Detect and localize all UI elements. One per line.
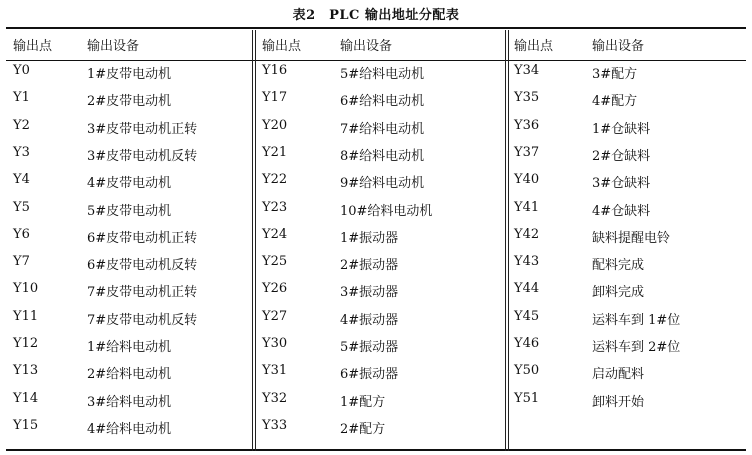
- output-point-cell: Y24: [262, 226, 288, 242]
- output-device-cell: 1#配方: [340, 394, 386, 410]
- output-point-cell: Y25: [262, 254, 288, 270]
- output-point-cell: Y23: [262, 199, 288, 215]
- output-device-cell: 8#给料电动机: [340, 148, 425, 164]
- output-point-cell: Y51: [514, 390, 540, 406]
- output-point-cell: Y17: [262, 90, 288, 106]
- output-device-cell: 6#给料电动机: [340, 94, 425, 110]
- output-point-cell: Y5: [13, 199, 30, 215]
- output-point-cell: Y36: [514, 117, 540, 133]
- output-point-cell: Y46: [514, 336, 540, 351]
- table-group-1: [6, 27, 252, 451]
- output-device-cell: 3#配方: [592, 67, 638, 82]
- output-point-cell: Y31: [262, 363, 288, 379]
- output-device-cell: 3#皮带电动机反转: [87, 148, 198, 164]
- output-device-cell: 卸料完成: [592, 285, 645, 301]
- output-device-cell: 2#配方: [340, 421, 386, 437]
- output-point-cell: Y26: [262, 281, 288, 297]
- group-divider: [505, 30, 506, 451]
- output-device-cell: 6#皮带电动机正转: [87, 230, 198, 246]
- output-point-cell: Y12: [13, 336, 39, 351]
- group-divider: [252, 30, 253, 451]
- output-device-cell: 2#皮带电动机: [87, 94, 172, 110]
- output-device-cell: 5#振动器: [340, 340, 399, 355]
- output-point-cell: Y37: [514, 144, 540, 160]
- output-device-cell: 6#振动器: [340, 367, 399, 383]
- output-point-cell: Y11: [13, 308, 39, 324]
- output-device-cell: 3#仓缺料: [592, 176, 651, 192]
- output-device-cell: 1#仓缺料: [592, 121, 651, 137]
- output-device-cell: 4#振动器: [340, 312, 399, 328]
- output-point-cell: Y21: [262, 144, 288, 160]
- output-point-cell: Y50: [514, 363, 540, 379]
- output-device-cell: 5#给料电动机: [340, 67, 425, 82]
- output-device-cell: 2#振动器: [340, 258, 399, 274]
- header-device: 输出设备: [592, 39, 645, 54]
- output-device-cell: 7#给料电动机: [340, 121, 425, 137]
- output-device-cell: 9#给料电动机: [340, 176, 425, 192]
- output-device-cell: 缺料提醒电铃: [592, 230, 671, 246]
- output-point-cell: Y27: [262, 308, 288, 324]
- output-point-cell: Y22: [262, 172, 288, 188]
- output-point-cell: Y2: [13, 117, 30, 133]
- table-group-2: [256, 27, 505, 451]
- output-device-cell: 2#给料电动机: [87, 367, 172, 383]
- output-point-cell: Y44: [514, 281, 540, 297]
- output-device-cell: 运料车到 2#位: [592, 340, 681, 355]
- header-device: 输出设备: [87, 39, 140, 54]
- output-device-cell: 4#给料电动机: [87, 421, 172, 437]
- output-device-cell: 启动配料: [592, 367, 645, 383]
- output-point-cell: Y30: [262, 336, 288, 351]
- output-device-cell: 5#皮带电动机: [87, 203, 172, 219]
- output-device-cell: 6#皮带电动机反转: [87, 258, 198, 274]
- header-point: 输出点: [262, 39, 302, 54]
- output-device-cell: 3#给料电动机: [87, 394, 172, 410]
- header-device: 输出设备: [340, 39, 393, 54]
- output-point-cell: Y4: [13, 172, 30, 188]
- output-device-cell: 4#皮带电动机: [87, 176, 172, 192]
- output-point-cell: Y32: [262, 390, 288, 406]
- output-device-cell: 配料完成: [592, 258, 645, 274]
- output-address-table: [6, 27, 746, 451]
- output-point-cell: Y41: [514, 199, 540, 215]
- output-device-cell: 1#振动器: [340, 230, 399, 246]
- output-device-cell: 4#配方: [592, 94, 638, 110]
- table-group-3: [509, 27, 746, 451]
- output-device-cell: 卸料开始: [592, 394, 645, 410]
- output-device-cell: 1#给料电动机: [87, 340, 172, 355]
- output-device-cell: 3#振动器: [340, 285, 399, 301]
- header-point: 输出点: [514, 39, 554, 54]
- header-point: 输出点: [13, 39, 53, 54]
- output-point-cell: Y33: [262, 417, 288, 433]
- output-point-cell: Y15: [13, 417, 39, 433]
- output-point-cell: Y42: [514, 226, 540, 242]
- output-point-cell: Y14: [13, 390, 39, 406]
- output-point-cell: Y45: [514, 308, 540, 324]
- output-point-cell: Y40: [514, 172, 540, 188]
- output-device-cell: 7#皮带电动机正转: [87, 285, 198, 301]
- output-device-cell: 3#皮带电动机正转: [87, 121, 198, 137]
- output-device-cell: 10#给料电动机: [340, 203, 433, 219]
- output-point-cell: Y6: [13, 226, 30, 242]
- output-point-cell: Y34: [514, 63, 540, 78]
- output-point-cell: Y43: [514, 254, 540, 270]
- output-point-cell: Y10: [13, 281, 39, 297]
- output-device-cell: 7#皮带电动机反转: [87, 312, 198, 328]
- output-point-cell: Y0: [13, 63, 30, 78]
- output-point-cell: Y13: [13, 363, 39, 379]
- output-device-cell: 4#仓缺料: [592, 203, 651, 219]
- output-point-cell: Y1: [13, 90, 30, 106]
- output-device-cell: 1#皮带电动机: [87, 67, 172, 82]
- table-title: 表2 PLC 输出地址分配表: [292, 8, 460, 23]
- output-device-cell: 2#仓缺料: [592, 148, 651, 164]
- output-point-cell: Y7: [13, 254, 30, 270]
- output-point-cell: Y16: [262, 63, 288, 78]
- output-device-cell: 运料车到 1#位: [592, 312, 681, 328]
- output-point-cell: Y3: [13, 144, 30, 160]
- output-point-cell: Y20: [262, 117, 288, 133]
- output-point-cell: Y35: [514, 90, 540, 106]
